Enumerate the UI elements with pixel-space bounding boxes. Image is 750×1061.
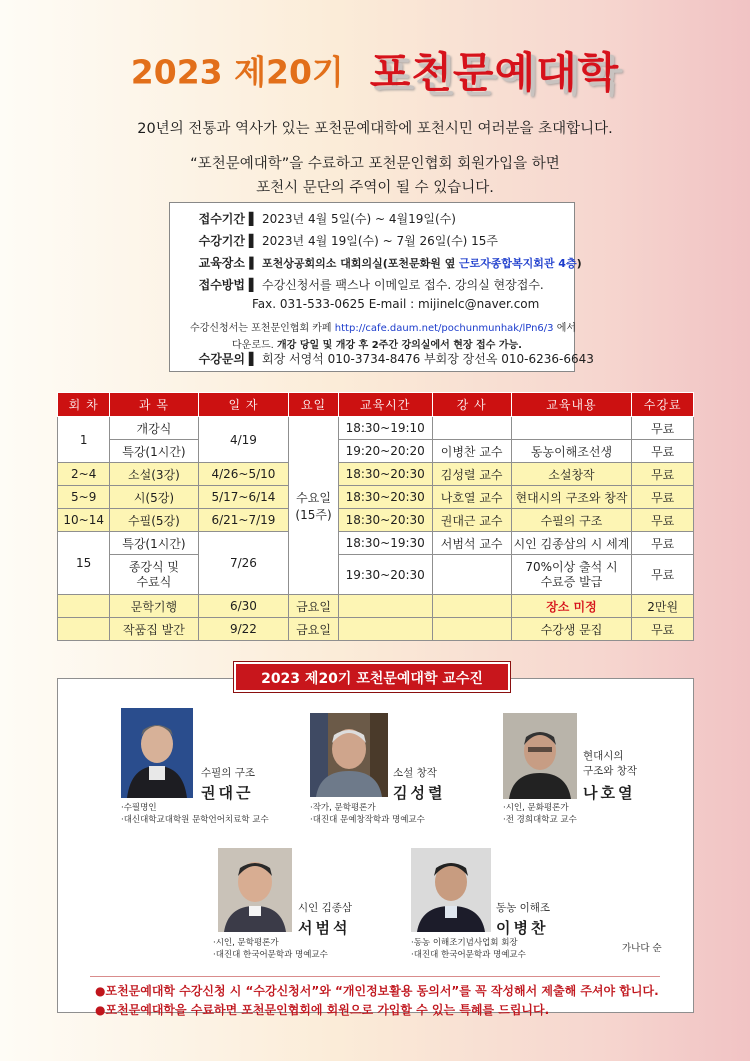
cell-content: 장소 미정: [511, 595, 632, 618]
table-row: [58, 618, 694, 641]
table-row: [58, 417, 694, 440]
table-row: [58, 595, 694, 618]
info-contact: Fax. 031-533-0625 E-mail : mijinelc@naver.com: [252, 297, 540, 311]
cell-subject: 개강식: [110, 417, 198, 440]
cell-fee: 무료: [632, 555, 694, 595]
note2-bold: 개강 당일 및 개강 후 2주간 강의실에서 현장 접수 가능.: [277, 340, 522, 351]
cell-date: 6/30: [198, 595, 289, 618]
content-line-2: 수료증 발급: [540, 574, 603, 589]
cell-day: 금요일: [289, 618, 338, 641]
intro-line-3: 포천시 문단의 주역이 될 수 있습니다.: [256, 180, 494, 196]
cell-day: 금요일: [289, 595, 338, 618]
cell-date: 5/17~6/14: [198, 486, 289, 509]
cell-content: [511, 417, 632, 440]
intro-line-1: 20년의 전통과 역사가 있는 포천문예대학에 포천시민 여러분을 초대합니다.: [137, 121, 613, 137]
professor-photo: [310, 713, 388, 797]
table-row: [58, 463, 694, 486]
separator-icon: ▌: [248, 352, 259, 366]
info-venue-close: ): [576, 257, 582, 270]
person-icon: [411, 848, 491, 932]
cell-fee: 2만원: [632, 595, 694, 618]
header-time: 교육시간: [338, 393, 432, 417]
header-lecturer: 강 사: [432, 393, 511, 417]
cell-time: [338, 618, 432, 641]
professor-photo: [503, 713, 577, 799]
info-value: 회장 서영석 010-3734-8476 부회장 장선옥 010-6236-6643: [262, 352, 594, 366]
cell-fee: 무료: [632, 440, 694, 463]
table-row: [58, 555, 694, 595]
subject-line-1: 종강식 및: [128, 559, 180, 574]
info-label: 교육장소: [198, 256, 245, 270]
person-icon: [218, 848, 292, 932]
cell-subject: 문학기행: [110, 595, 198, 618]
professor-name: 이병찬: [496, 919, 549, 937]
person-icon: [503, 713, 577, 799]
info-registration: [170, 210, 576, 227]
professor-name: 권대근: [201, 784, 254, 802]
header-round: 회 차: [58, 393, 110, 417]
info-value: 포천상공회의소 대회의실(포천문화원 옆: [262, 257, 456, 270]
info-note-1: [190, 319, 576, 334]
cell-time: 18:30~19:10: [338, 417, 432, 440]
professor-name: 김성렬: [393, 784, 446, 802]
professor-name: 나호열: [583, 784, 636, 802]
info-inquiry: [170, 350, 594, 367]
info-course: [170, 232, 576, 249]
subject-line-2: 수료식: [136, 574, 172, 589]
cell-time: 18:30~19:30: [338, 532, 432, 555]
cell-date: 4/26~5/10: [198, 463, 289, 486]
cell-fee: 무료: [632, 532, 694, 555]
cell-subject: 작품집 발간: [110, 618, 198, 641]
cell-content: 수필의 구조: [511, 509, 632, 532]
info-label: 접수기간: [198, 212, 245, 226]
info-method: [170, 276, 576, 293]
footnote-1: ●포천문예대학 수강신청 시 “수강신청서”와 “개인정보활용 동의서”를 꼭 작성해서 제출해 주셔야 합니다.: [95, 984, 659, 998]
desc-line-1: ·동농 이해조기념사업회 회장: [411, 938, 518, 948]
info-venue-highlight: 근로자종합복지회관 4층: [458, 257, 577, 270]
cell-time: [338, 595, 432, 618]
cell-time: 19:20~20:20: [338, 440, 432, 463]
cell-fee: 무료: [632, 486, 694, 509]
desc-line-2: ·대진대 문예창작학과 명예교수: [310, 815, 425, 825]
separator-icon: ▌: [248, 278, 259, 292]
cell-fee: 무료: [632, 618, 694, 641]
cell-round: 15: [58, 532, 110, 595]
footnote-2: ●포천문예대학을 수료하면 포천문인협회에 회원으로 가입할 수 있는 특혜를 드립니다.: [95, 1003, 550, 1017]
info-label: 접수방법: [198, 278, 245, 292]
header-subject: 과 목: [110, 393, 198, 417]
cell-subject: [110, 555, 198, 595]
professor-desc: [213, 937, 328, 961]
cell-day-merged: [289, 417, 338, 595]
desc-line-2: ·전 경희대학교 교수: [503, 815, 577, 825]
cell-content: 현대시의 구조와 창작: [511, 486, 632, 509]
cell-lecturer: 김성렬 교수: [432, 463, 511, 486]
info-box: [169, 202, 594, 372]
person-icon: [121, 708, 193, 798]
header-content: 교육내용: [511, 393, 632, 417]
cell-lecturer: [432, 417, 511, 440]
info-value: 2023년 4월 5일(수) ~ 4월19일(수): [262, 212, 456, 226]
cell-round: 5~9: [58, 486, 110, 509]
day-line-2: (15주): [295, 507, 332, 522]
info-venue: [170, 254, 582, 271]
cell-subject: 수필(5강): [110, 509, 198, 532]
cell-content: [511, 555, 632, 595]
cell-round: 1: [58, 417, 110, 463]
info-value: 수강신청서를 팩스나 이메일로 접수. 강의실 현장접수.: [262, 278, 544, 292]
cell-lecturer: [432, 595, 511, 618]
separator-icon: ▌: [248, 212, 259, 226]
cell-subject: 시(5강): [110, 486, 198, 509]
order-note: 가나다 순: [622, 943, 662, 954]
cell-date: 9/22: [198, 618, 289, 641]
cell-fee: 무료: [632, 417, 694, 440]
schedule-table: [57, 392, 694, 641]
cafe-link[interactable]: http://cafe.daum.net/pochunmunhak/lPn6/3: [334, 323, 554, 334]
cell-fee: 무료: [632, 509, 694, 532]
professor-subject: 수필의 구조: [201, 767, 256, 779]
table-header-row: [58, 393, 694, 417]
subject-line-2: 구조와 창작: [583, 765, 638, 777]
cell-lecturer: 이병찬 교수: [432, 440, 511, 463]
table-row: [58, 532, 694, 555]
cell-lecturer: 서범석 교수: [432, 532, 511, 555]
cell-content: 동농이해조선생: [511, 440, 632, 463]
cell-lecturer: [432, 555, 511, 595]
title-year: 2023 제20기: [130, 52, 344, 92]
cell-content: 소설창작: [511, 463, 632, 486]
cell-subject: 소설(3강): [110, 463, 198, 486]
cell-time: 18:30~20:30: [338, 463, 432, 486]
note-suffix: 에서: [556, 323, 577, 334]
professor-subject: 시인 김종삼: [298, 902, 353, 914]
table-row: [58, 486, 694, 509]
cell-round: 2~4: [58, 463, 110, 486]
cell-round: 10~14: [58, 509, 110, 532]
cell-round: [58, 595, 110, 618]
header-day: 요일: [289, 393, 338, 417]
cell-lecturer: 나호열 교수: [432, 486, 511, 509]
note-prefix: 수강신청서는 포천문인협회 카페: [190, 323, 332, 334]
cell-date: 7/26: [198, 532, 289, 595]
cell-subject: 특강(1시간): [110, 440, 198, 463]
separator-icon: ▌: [248, 234, 259, 248]
professor-photo: [121, 708, 193, 798]
subject-line-1: 현대시의: [583, 750, 624, 762]
desc-line-2: ·대신대학교대학원 문학언어치료학 교수: [121, 815, 269, 825]
cell-date: 4/19: [198, 417, 289, 463]
desc-line-1: ·시인, 문학평론가: [213, 938, 279, 948]
professor-name: 서범석: [298, 919, 351, 937]
professor-subject: 동농 이해조: [496, 902, 551, 914]
professor-desc: [503, 802, 577, 826]
desc-line-1: ·수필명인: [121, 803, 157, 813]
intro-line-2: “포천문예대학”을 수료하고 포천문인협회 회원가입을 하면: [190, 156, 560, 172]
info-label: 수강기간: [198, 234, 245, 248]
info-label: 수강문의: [198, 352, 245, 366]
cell-lecturer: 권대근 교수: [432, 509, 511, 532]
cell-time: 18:30~20:30: [338, 509, 432, 532]
cell-fee: 무료: [632, 463, 694, 486]
table-row: [58, 509, 694, 532]
professor-subject: [583, 749, 637, 779]
separator-icon: ▌: [249, 257, 258, 270]
cell-date: 6/21~7/19: [198, 509, 289, 532]
info-value: 2023년 4월 19일(수) ~ 7월 26일(수) 15주: [262, 234, 499, 248]
cell-content: 수강생 문집: [511, 618, 632, 641]
faculty-banner: 2023 제20기 포천문예대학 교수진: [234, 662, 510, 692]
desc-line-2: ·대진대 한국어문학과 명예교수: [411, 950, 526, 960]
desc-line-1: ·시인, 문화평론가: [503, 803, 569, 813]
header-date: 일 자: [198, 393, 289, 417]
professor-desc: [411, 937, 526, 961]
desc-line-1: ·작가, 문학평론가: [310, 803, 376, 813]
header-fee: 수강료: [632, 393, 694, 417]
professor-photo: [218, 848, 292, 932]
cell-time: 19:30~20:30: [338, 555, 432, 595]
cell-round: [58, 618, 110, 641]
day-line-1: 수요일: [296, 490, 331, 505]
note2-prefix: 다운로드.: [232, 340, 274, 351]
title-name: 포천문예대학: [369, 48, 620, 97]
desc-line-2: ·대진대 한국어문학과 명예교수: [213, 950, 328, 960]
person-icon: [310, 713, 388, 797]
cell-lecturer: [432, 618, 511, 641]
content-line-1: 70%이상 출석 시: [525, 559, 618, 574]
table-row: [58, 440, 694, 463]
cell-subject: 특강(1시간): [110, 532, 198, 555]
professor-desc: [310, 802, 425, 826]
page-title: [0, 40, 750, 110]
professor-photo: [411, 848, 491, 932]
footnote-divider: [90, 976, 660, 977]
cell-time: 18:30~20:30: [338, 486, 432, 509]
info-note-2: [232, 336, 522, 351]
cell-content: 시인 김종삼의 시 세계: [511, 532, 632, 555]
professor-subject: 소설 창작: [393, 767, 437, 779]
professor-desc: [121, 802, 269, 826]
